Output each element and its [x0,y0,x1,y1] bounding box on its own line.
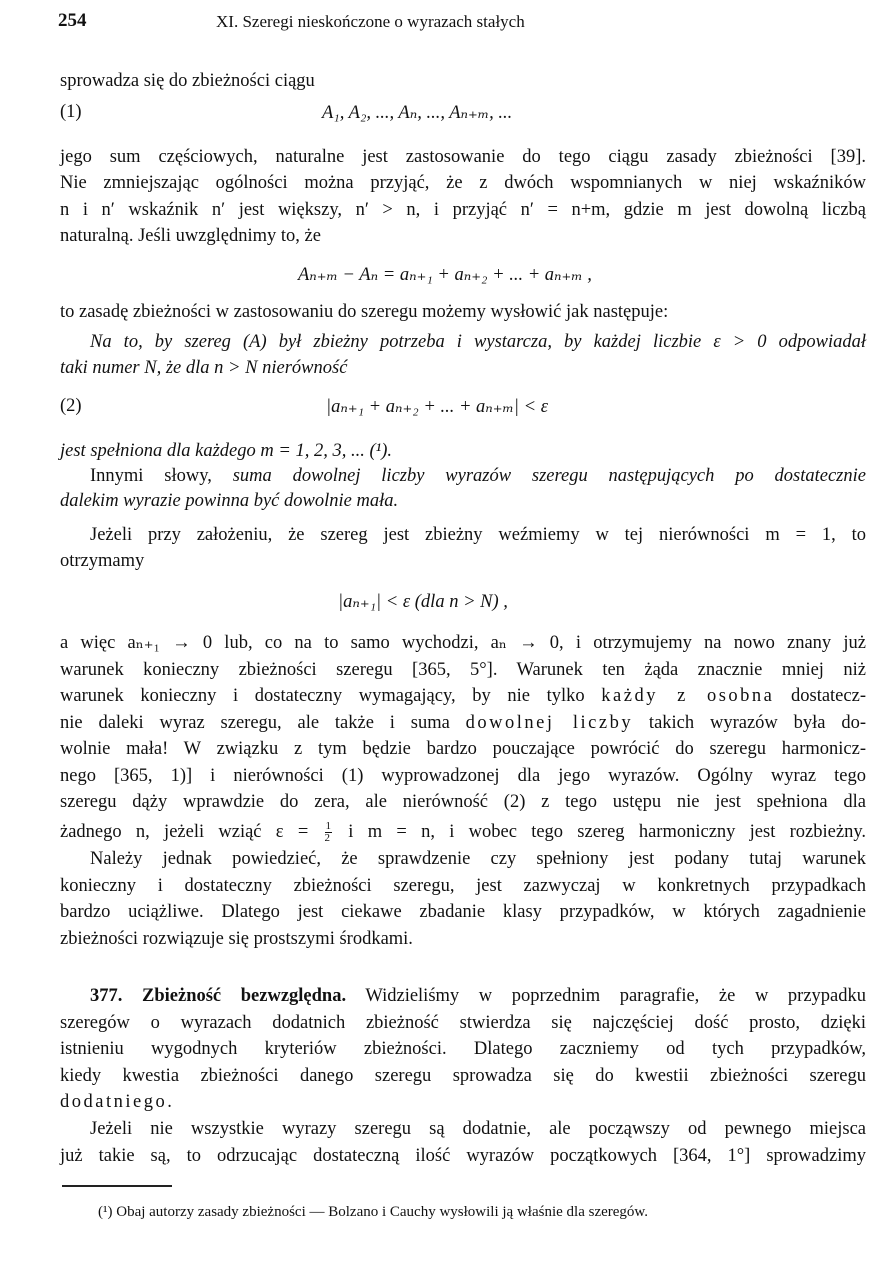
text-line: dalekim wyrazie powinna być dowolnie mała. [60,491,399,511]
text-line: Jeżeli nie wszystkie wyrazy szeregu są dodatnie, ale począwszy od pewnego miejsca [90,1119,866,1139]
equation-1: A₁, A₂, ..., Aₙ, ..., Aₙ₊ₘ, ... [322,103,513,123]
text-line: naturalną. Jeśli uwzględnimy to, że [60,226,321,246]
equation-label: (2) [60,396,82,416]
spaced-emphasis: każdy z osobna [601,686,775,706]
equation-2: Aₙ₊ₘ − Aₙ = aₙ₊₁ + aₙ₊₂ + ... + aₙ₊ₘ , [298,265,592,285]
text-span: Widzieliśmy w poprzednim paragrafie, że w przypadku [346,986,867,1006]
text-span: dostatecz- [774,686,866,706]
text-line: Jeżeli przy założeniu, że szereg jest zbieżny weźmiemy w tej nierówności m = 1, to [90,525,866,545]
text-line [60,821,866,844]
text-line: już takie są, to odrzucając dostateczną ilość wyrazów początkowych [364, 1°] sprowadzimy [60,1146,866,1166]
fraction [325,821,333,844]
spaced-emphasis: dowolnej liczby [465,713,634,733]
text-line: szeregów o wyrazach dodatnich zbieżność stwierdza się najczęściej dość prosto, dzięki [60,1013,866,1033]
equation-label: (1) [60,102,82,122]
text-line: istnieniu wygodnych kryteriów zbieżności. Dlatego zaczniemy od tych przypadków, [60,1039,866,1059]
text-span: żadnego n, jeżeli wziąć ε = [60,822,323,842]
page-header [58,10,868,36]
section-title: Zbieżność bezwzględna. [142,986,347,1006]
text-line: jest spełniona dla każdego m = 1, 2, 3, ... (¹). [60,441,392,461]
equation-3: |aₙ₊₁ + aₙ₊₂ + ... + aₙ₊ₘ| < ε [326,397,549,417]
text-line: kiedy kwestia zbieżności danego szeregu sprowadza się do kwestii zbieżności szeregu [60,1066,866,1086]
text-line [60,685,866,707]
text-line: konieczny i dostateczny zbieżności szeregu, jest zazwyczaj w konkretnych przypadkach [60,876,866,896]
text-span: nie daleki wyraz szeregu, ale także i suma [60,713,466,733]
text-line: zbieżności rozwiązuje się prostszymi środkami. [60,929,413,949]
text-line: a więc aₙ₊₁ → 0 lub, co na to samo wychodzi, aₙ → 0, i otrzymujemy na nowo znany już [60,633,866,653]
text-line: sprowadza się do zbieżności ciągu [60,71,315,91]
fraction-numerator: 1 [325,820,332,833]
text-line: szeregu dąży wprawdzie do zera, ale nierówność (2) z tego ustępu nie jest spełniona dla [60,792,866,812]
running-title: XI. Szeregi nieskończone o wyrazach stałych [216,12,525,31]
text-line: Należy jednak powiedzieć, że sprawdzenie czy spełniony jest podany tutaj warunek [90,849,866,869]
text-line: warunek konieczny zbieżności szeregu [365, 5°]. Warunek ten żąda znacznie mniej niż [60,660,866,680]
section-heading-line [60,985,866,1007]
text-line [60,712,866,734]
text-line: bardzo uciążliwe. Dlatego jest ciekawe zbadanie klasy przypadków, w których zagadnienie [60,902,866,922]
theorem-line: taki numer N, że dla n > N nierówność [60,358,348,378]
fraction-denominator: 2 [324,832,331,845]
text-line: wolnie mała! W związku z tym będzie bardzo pouczające powrócić do szeregu harmonicz- [60,739,866,759]
page-number: 254 [58,10,87,31]
footnote: (¹) Obaj autorzy zasady zbieżności — Bolzano i Cauchy wysłowili ją właśnie dla szeregów. [98,1204,649,1220]
footnote-divider [62,1185,172,1187]
text-line: dodatniego. [60,1092,175,1112]
section-number: 377. [90,986,142,1006]
text-line: Nie zmniejszając ogólności można przyjąć, że z dwóch wspomnianych w niej wskaźników [60,173,866,193]
text-line: otrzymamy [60,551,145,571]
text-line: n i n′ wskaźnik n′ jest większy, n′ > n, i przyjąć n′ = n+m, gdzie m jest dowolną liczbą [60,200,866,220]
text-line: nego [365, 1)] i nierówności (1) wyprowadzonej dla jego wyrazów. Ogólny wyraz tego [60,766,866,786]
text-line [60,465,866,487]
equation-4: |aₙ₊₁| < ε (dla n > N) , [338,592,508,612]
text-span: Innymi słowy, [90,466,233,486]
theorem-line: Na to, by szereg (A) był zbieżny potrzeba i wystarcza, by każdej liczbie ε > 0 odpowiadał [90,332,866,352]
text-span: takich wyrazów była do- [633,713,866,733]
text-line: jego sum częściowych, naturalne jest zastosowanie do tego ciągu zasady zbieżności [39]. [60,147,866,167]
text-line: to zasadę zbieżności w zastosowaniu do szeregu możemy wysłowić jak następuje: [60,302,669,322]
text-span: warunek konieczny i dostateczny wymagający, by nie tylko [60,686,602,706]
italic-span: suma dowolnej liczby wyrazów szeregu następujących po dostatecznie [232,466,866,486]
text-span: i m = n, i wobec tego szereg harmoniczny jest rozbieżny. [334,822,866,842]
